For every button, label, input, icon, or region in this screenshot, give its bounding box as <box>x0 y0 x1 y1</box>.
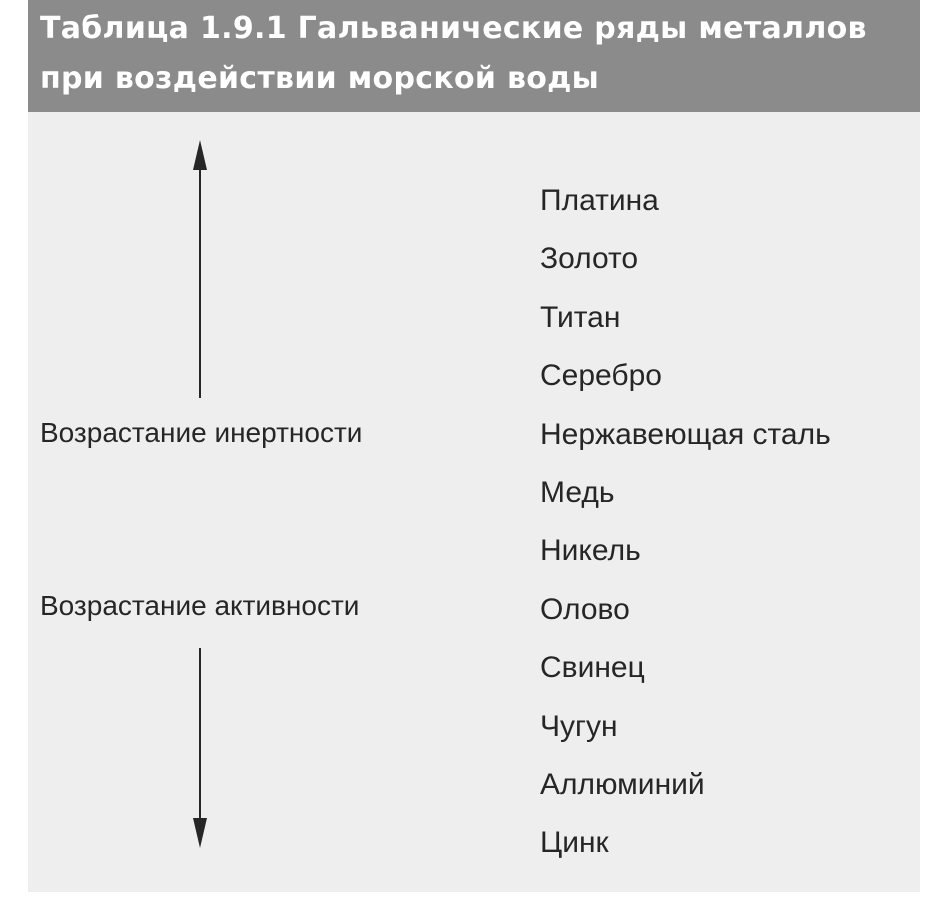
inertness-label: Возрастание инертности <box>40 417 363 448</box>
table-title-line-1: Таблица 1.9.1 Гальванические ряды металлов <box>40 11 867 46</box>
metal-item: Олово <box>540 592 630 626</box>
metal-item: Медь <box>540 475 615 509</box>
metal-item: Нержавеющая сталь <box>540 417 831 451</box>
metal-list <box>540 177 831 878</box>
metal-item: Свинец <box>540 651 645 685</box>
down-arrow-icon <box>193 648 207 848</box>
metal-item: Цинк <box>540 826 609 860</box>
metal-item: Титан <box>540 300 621 334</box>
metal-item: Никель <box>540 534 641 568</box>
metal-item: Аллюминий <box>540 767 705 801</box>
up-arrow-icon <box>193 140 207 398</box>
metal-item: Золото <box>540 242 639 276</box>
metal-item: Серебро <box>540 359 662 393</box>
activity-label: Возрастание активности <box>40 590 360 621</box>
metal-item: Чугун <box>540 709 618 743</box>
table-title-line-2: при воздействии морской воды <box>40 61 600 96</box>
metal-item: Платина <box>540 184 659 217</box>
